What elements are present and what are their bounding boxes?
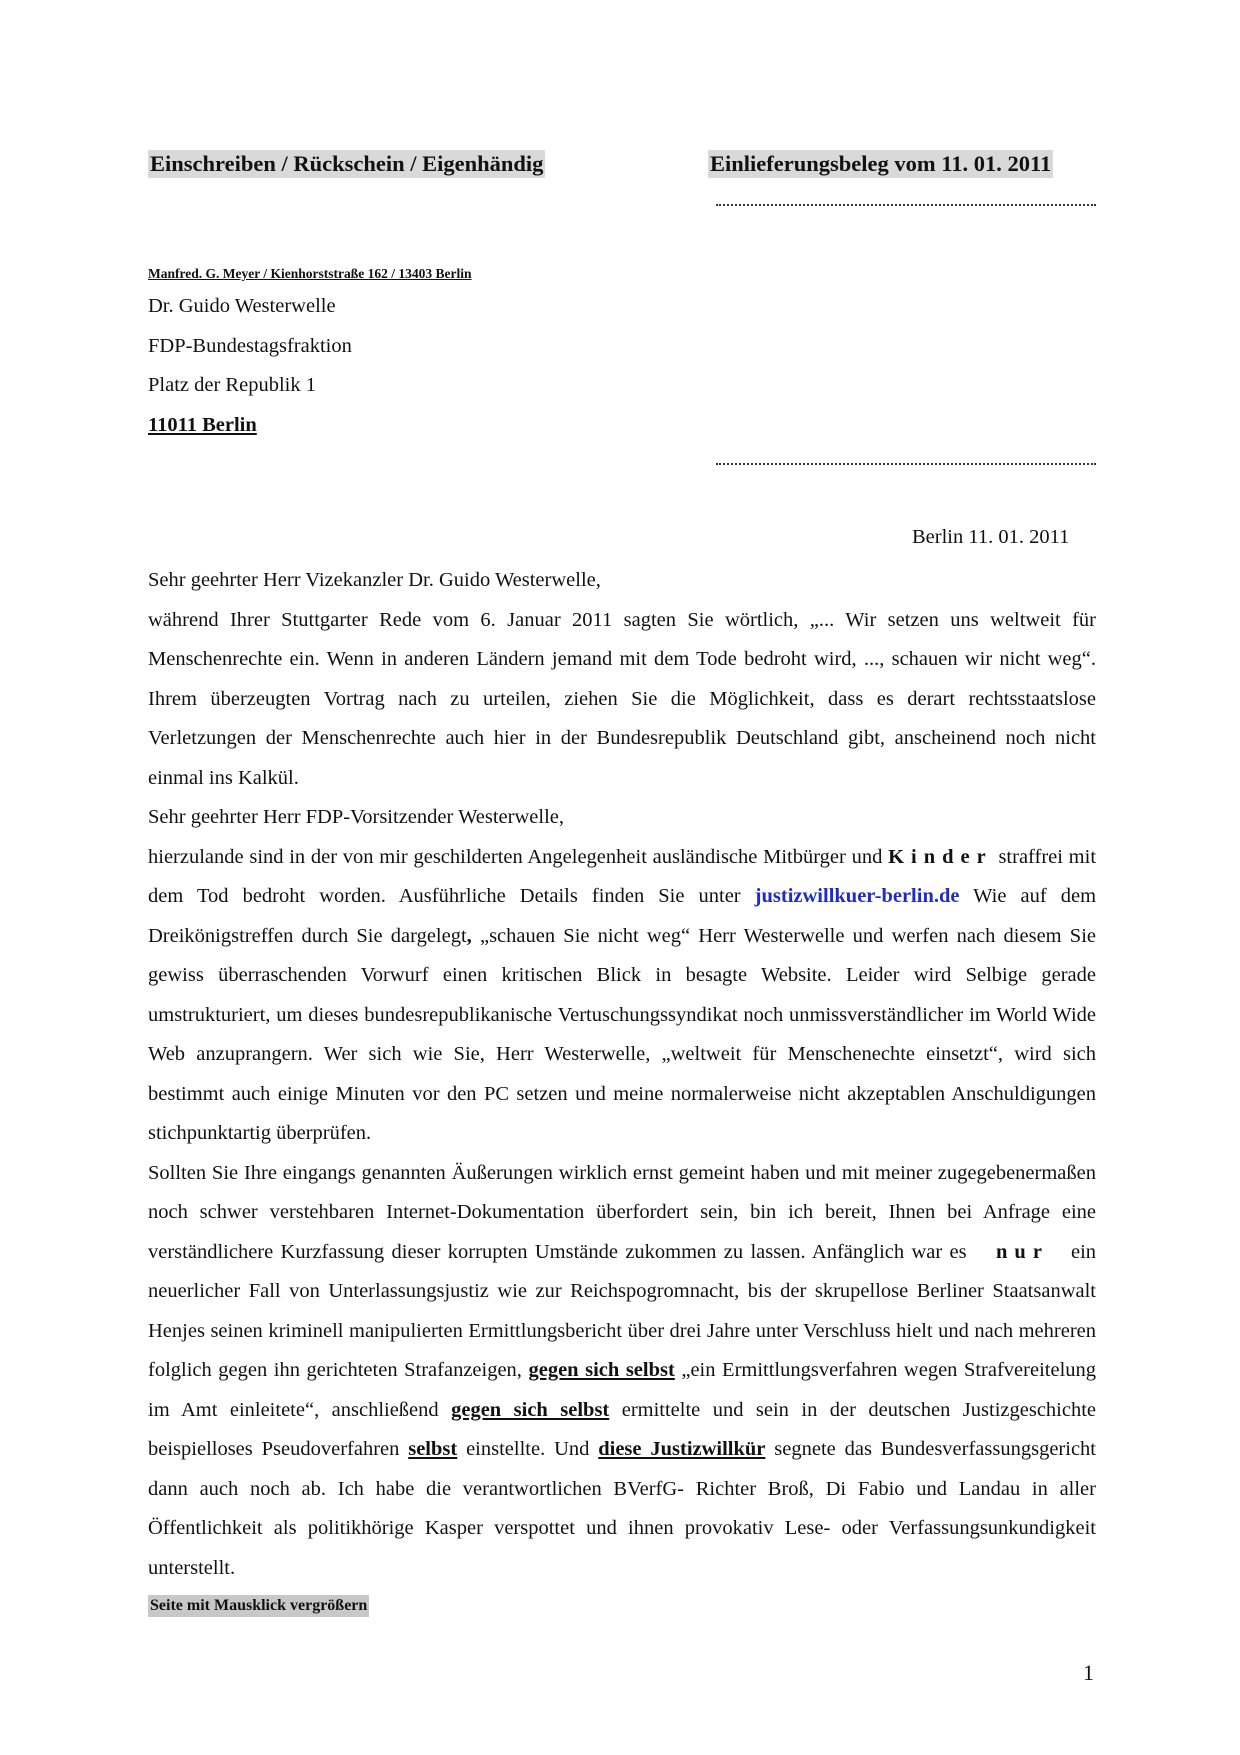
text-run: ermittelte und sein in der deutschen Justizgeschichte beispielloses Pseudoverfahren [148,1398,1097,1460]
page-number: 1 [1083,1660,1094,1685]
recipient-street: Platz der Republik 1 [148,374,316,396]
header-receipt-date: Einlieferungsbeleg vom 11. 01. 2011 [710,151,1052,176]
bold-comma: , [466,924,472,947]
emphasis-gegen-sich-selbst: gegen sich selbst [451,1398,610,1421]
zoom-hint: Seite mit Mausklick vergrößern [148,1595,369,1617]
dotted-line [716,463,1096,465]
text-run: Wie auf dem Dreikönigstreffen durch Sie dargelegt [148,885,1097,947]
text-run: ein neuerlicher Fall von Unterlassungsjustiz wie zur Reichspogromnacht, bis der skrupellose Berliner Staatsanwalt Henjes seinen kriminell manipulierten Ermittlungsbericht über drei Jahre unter Verschluss hielt und nach mehreren folglich gegen ihn gerichteten Strafanzeigen, [148,1240,1097,1381]
header-delivery-type: Einschreiben / Rückschein / Eigenhändig [150,151,544,176]
paragraph [148,1154,1096,1589]
recipient-org: FDP-Bundestagsfraktion [148,335,352,357]
emphasis-selbst: selbst [408,1438,458,1460]
emphasis-kinder: Kinder [888,845,993,868]
recipient-name: Dr. Guido Westerwelle [148,295,336,317]
salutation: Sehr geehrter Herr FDP-Vorsitzender Westerwelle, [148,806,564,828]
text-run: straffrei mit dem Tod bedroht worden. Ausführliche Details finden Sie unter [148,845,1097,907]
text-run: „schauen Sie nicht weg“ Herr Westerwelle und werfen nach diesem Sie gewiss überraschenden Vorwurf einen kritischen Blick in besagte Website. Leider wird Selbige gerade umstrukturiert, um dieses bundesrepublikanische Vertuschungssyndikat noch unmissverständlicher im World Wide Web anzuprangern. Wer sich wie Sie, Herr Westerwelle, „weltweit für Menschenechte einsetzt“, wird sich bestimmt auch einige Minuten vor den PC setzen und meine normalerweise nicht akzeptablen Anschuldigungen stichpunktartig überprüfen. [148,924,1096,1144]
text-run: einstellte. Und [466,1438,590,1460]
salutation: Sehr geehrter Herr Vizekanzler Dr. Guido Westerwelle, [148,569,601,591]
letter-date: Berlin 11. 01. 2011 [912,526,1070,548]
emphasis-gegen-sich-selbst: gegen sich selbst [528,1359,675,1381]
dotted-line [716,204,1096,206]
text-run: Sollten Sie Ihre eingangs genannten Äußerungen wirklich ernst gemeint haben und mit meiner zugegebenermaßen noch schwer verstehbaren Internet-Dokumentation überfordert sein, bin ich bereit, Ihnen bei Anfrage eine verständlichere Kurzfassung dieser korrupten Umstände zukommen zu lassen. Anfänglich war es [148,1161,1096,1263]
paragraph: während Ihrer Stuttgarter Rede vom 6. Januar 2011 sagten Sie wörtlich, „... Wir setzen uns weltweit für Menschenrechte ein. Wenn in anderen Ländern jemand mit dem Tode bedroht wird, ..., schauen wir nicht weg“. Ihrem überzeugten Vortrag nach zu urteilen, ziehen Sie die Möglichkeit, dass es derart rechtsstaatslose Verletzungen der Menschenrechte auch hier in der Bundesrepublik Deutschland gibt, anscheinend noch nicht einmal ins Kalkül. [148,608,1096,789]
letter-body [148,561,1096,1588]
paragraph [148,838,1096,1154]
website-link[interactable]: justizwillkuer-berlin.de [754,885,960,907]
emphasis-nur: nur [996,1240,1049,1263]
emphasis-justizwillkuer: diese Justizwillkür [598,1438,766,1460]
text-run: „ein Ermittlungsverfahren wegen Strafvereitelung im Amt einleitete“, anschließend [148,1359,1097,1421]
recipient-city: 11011 Berlin [148,414,257,436]
sender-line: Manfred. G. Meyer / Kienhorststraße 162 / 13403 Berlin [148,266,472,281]
text-run: segnete das Bundesverfassungsgericht dann auch noch ab. Ich habe die verantwortlichen BVerfG- Richter Broß, Di Fabio und Landau in aller Öffentlichkeit als politikhörige Kasper verspottet und ihnen provokativ Lese- oder Verfassungsunkundigkeit unterstellt. [148,1438,1096,1579]
text-run: hierzulande sind in der von mir geschilderten Angelegenheit ausländische Mitbürger und [148,845,883,868]
